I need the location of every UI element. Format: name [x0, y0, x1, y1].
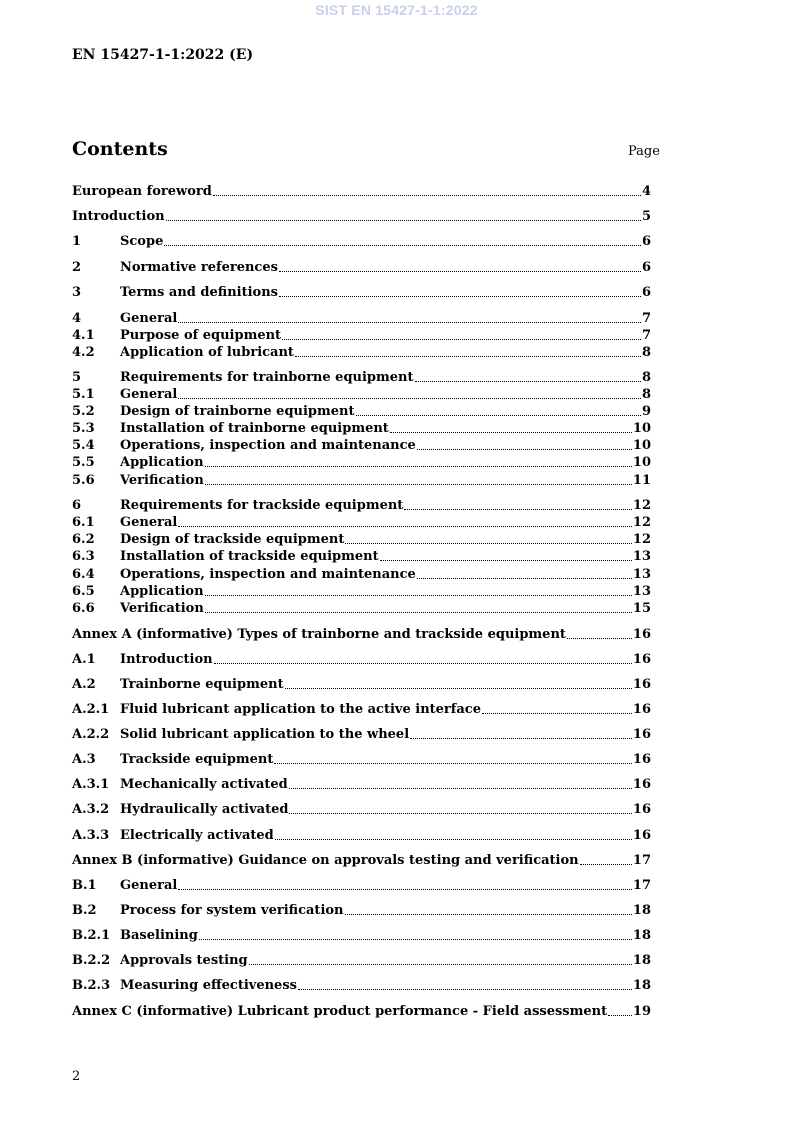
- toc-entry-page: 7: [641, 311, 651, 326]
- toc-entry-title: Mechanically activated: [120, 777, 288, 792]
- toc-entry-title: Measuring effectiveness: [120, 978, 297, 993]
- toc-entry[interactable]: [72, 207, 651, 224]
- toc-entry-title: Verification: [120, 473, 204, 488]
- toc-entry-page: 6: [641, 260, 651, 275]
- toc-entry[interactable]: [72, 700, 651, 717]
- toc-entry-number: 2: [72, 260, 82, 275]
- toc-entry-number: 4.1: [72, 328, 95, 343]
- toc-entry-page: 10: [632, 438, 651, 453]
- toc-entry-number: 6: [72, 498, 82, 513]
- toc-entry-page: 8: [641, 370, 651, 385]
- toc-dot-leader: [298, 989, 632, 990]
- toc-dot-leader: [415, 381, 641, 382]
- toc-entry[interactable]: [72, 309, 651, 326]
- toc-dot-leader: [166, 220, 641, 221]
- toc-entry[interactable]: [72, 851, 651, 868]
- toc-entry[interactable]: [72, 926, 651, 943]
- toc-entry-title: Application of lubricant: [120, 345, 294, 360]
- toc-entry-number: 5.5: [72, 455, 95, 470]
- toc-entry[interactable]: [72, 343, 651, 360]
- toc-entry-page: 18: [632, 903, 651, 918]
- toc-entry-number: 6.3: [72, 549, 95, 564]
- toc-dot-leader: [356, 415, 641, 416]
- toc-entry-title: Operations, inspection and maintenance: [120, 438, 416, 453]
- toc-entry-number: 5: [72, 370, 82, 385]
- toc-entry-page: 5: [641, 209, 651, 224]
- toc-dot-leader: [345, 914, 632, 915]
- toc-entry-page: 16: [632, 702, 651, 717]
- toc-entry-number: 5.6: [72, 473, 95, 488]
- toc-entry-page: 11: [632, 473, 651, 488]
- toc-entry-page: 4: [641, 184, 651, 199]
- toc-dot-leader: [249, 964, 632, 965]
- toc-entry[interactable]: [72, 901, 651, 918]
- toc-entry[interactable]: [72, 453, 651, 470]
- toc-entry-page: 13: [632, 567, 651, 582]
- toc-entry[interactable]: [72, 725, 651, 742]
- toc-entry[interactable]: [72, 326, 651, 343]
- toc-entry[interactable]: [72, 876, 651, 893]
- toc-entry-number: 6.5: [72, 584, 95, 599]
- toc-dot-leader: [279, 271, 641, 272]
- toc-entry[interactable]: [72, 826, 651, 843]
- toc-entry-title: Fluid lubricant application to the active interface: [120, 702, 481, 717]
- toc-entry-page: 12: [632, 498, 651, 513]
- toc-entry-number: A.1: [72, 652, 96, 667]
- toc-entry-title: General: [120, 311, 178, 326]
- toc-entry-number: 6.2: [72, 532, 95, 547]
- toc-entry-number: 1: [72, 234, 82, 249]
- toc-entry-page: 9: [641, 404, 651, 419]
- toc-entry-page: 18: [632, 978, 651, 993]
- toc-entry[interactable]: [72, 513, 651, 530]
- toc-entry-number: 3: [72, 285, 82, 300]
- toc-entry-title: Introduction: [120, 652, 213, 667]
- toc-dot-leader: [164, 245, 641, 246]
- toc-entry[interactable]: [72, 675, 651, 692]
- toc-entry[interactable]: [72, 1002, 651, 1019]
- toc-entry[interactable]: [72, 471, 651, 488]
- toc-dot-leader: [205, 595, 632, 596]
- toc-dot-leader: [199, 939, 632, 940]
- toc-entry-title: General: [120, 878, 178, 893]
- toc-dot-leader: [608, 1015, 632, 1016]
- toc-entry[interactable]: [72, 599, 651, 616]
- toc-entry[interactable]: [72, 582, 651, 599]
- toc-dot-leader: [410, 738, 632, 739]
- toc-entry-page: 12: [632, 515, 651, 530]
- toc-entry-title: Annex A (informative) Types of trainborne and trackside equipment: [72, 627, 566, 642]
- toc-entry-number: 5.1: [72, 387, 95, 402]
- toc-entry-title: Trackside equipment: [120, 752, 274, 767]
- toc-entry-title: Annex B (informative) Guidance on approvals testing and verification: [72, 853, 579, 868]
- toc-entry[interactable]: [72, 283, 651, 300]
- toc-entry-page: 16: [632, 802, 651, 817]
- toc-entry-page: 16: [632, 777, 651, 792]
- toc-entry-page: 13: [632, 584, 651, 599]
- toc-entry-page: 16: [632, 828, 651, 843]
- toc-entry-number: 6.4: [72, 567, 95, 582]
- toc-dot-leader: [482, 713, 632, 714]
- toc-entry-title: Verification: [120, 601, 204, 616]
- toc-entry-title: Installation of trainborne equipment: [120, 421, 389, 436]
- toc-entry[interactable]: [72, 547, 651, 564]
- toc-entry-title: Requirements for trainborne equipment: [120, 370, 414, 385]
- toc-entry[interactable]: [72, 625, 651, 642]
- toc-entry-title: General: [120, 387, 178, 402]
- toc-entry-title: Scope: [120, 234, 164, 249]
- toc-dot-leader: [282, 339, 641, 340]
- toc-entry-number: A.2.1: [72, 702, 110, 717]
- toc-dot-leader: [289, 813, 631, 814]
- toc-entry[interactable]: [72, 496, 651, 513]
- toc-entry-number: A.3.3: [72, 828, 110, 843]
- toc-dot-leader: [178, 398, 641, 399]
- toc-dot-leader: [178, 889, 632, 890]
- toc-entry-number: 5.4: [72, 438, 95, 453]
- toc-dot-leader: [417, 578, 632, 579]
- toc-entry-title: Hydraulically activated: [120, 802, 289, 817]
- toc-dot-leader: [178, 526, 632, 527]
- toc-entry-title: Design of trackside equipment: [120, 532, 345, 547]
- toc-entry-number: 6.1: [72, 515, 95, 530]
- toc-entry-title: Normative references: [120, 260, 278, 275]
- toc-entry-page: 8: [641, 345, 651, 360]
- toc-entry-page: 16: [632, 752, 651, 767]
- toc-entry-page: 7: [641, 328, 651, 343]
- toc-dot-leader: [390, 432, 632, 433]
- toc-entry[interactable]: [72, 385, 651, 402]
- toc-entry-title: Terms and definitions: [120, 285, 278, 300]
- toc-dot-leader: [178, 322, 641, 323]
- toc-dot-leader: [380, 560, 632, 561]
- toc-entry-title: European foreword: [72, 184, 212, 199]
- toc-entry-number: B.2.3: [72, 978, 111, 993]
- toc-entry-number: A.3.1: [72, 777, 110, 792]
- contents-title: Contents: [72, 138, 168, 160]
- toc-entry-page: 16: [632, 727, 651, 742]
- toc-entry[interactable]: [72, 368, 651, 385]
- document-id: EN 15427-1-1:2022 (E): [72, 47, 254, 63]
- toc-entry-title: Operations, inspection and maintenance: [120, 567, 416, 582]
- toc-entry[interactable]: [72, 951, 651, 968]
- toc-entry-title: Solid lubricant application to the wheel: [120, 727, 410, 742]
- toc-dot-leader: [285, 688, 632, 689]
- toc-entry-title: Process for system verification: [120, 903, 344, 918]
- toc-entry[interactable]: [72, 775, 651, 792]
- toc-dot-leader: [275, 839, 632, 840]
- toc-entry-title: Baselining: [120, 928, 198, 943]
- toc-dot-leader: [295, 356, 641, 357]
- toc-entry-title: Installation of trackside equipment: [120, 549, 379, 564]
- toc-entry-title: Application: [120, 455, 204, 470]
- toc-dot-leader: [274, 763, 632, 764]
- toc-entry-page: 16: [632, 677, 651, 692]
- toc-entry[interactable]: [72, 258, 651, 275]
- watermark: SIST EN 15427-1-1:2022: [315, 2, 478, 18]
- toc-entry-number: 4.2: [72, 345, 95, 360]
- toc-entry-number: A.3.2: [72, 802, 110, 817]
- toc-dot-leader: [417, 449, 632, 450]
- toc-entry[interactable]: [72, 565, 651, 582]
- toc-entry-page: 13: [632, 549, 651, 564]
- toc-entry-title: General: [120, 515, 178, 530]
- toc-entry[interactable]: [72, 750, 651, 767]
- toc-entry-page: 10: [632, 455, 651, 470]
- toc-entry-page: 19: [632, 1004, 651, 1019]
- toc-entry[interactable]: [72, 402, 651, 419]
- toc-entry-number: A.2: [72, 677, 96, 692]
- toc-entry[interactable]: [72, 419, 651, 436]
- page-number: 2: [72, 1069, 81, 1084]
- toc-entry-page: 17: [632, 878, 651, 893]
- toc-entry[interactable]: [72, 436, 651, 453]
- toc-entry-number: 6.6: [72, 601, 95, 616]
- toc-entry-number: 4: [72, 311, 82, 326]
- toc-entry-page: 18: [632, 928, 651, 943]
- toc-entry-title: Application: [120, 584, 204, 599]
- toc-dot-leader: [279, 296, 641, 297]
- toc-entry-title: Approvals testing: [120, 953, 248, 968]
- toc-entry-number: B.2.2: [72, 953, 111, 968]
- toc-dot-leader: [580, 864, 632, 865]
- toc-entry-title: Trainborne equipment: [120, 677, 284, 692]
- toc-entry-page: 8: [641, 387, 651, 402]
- toc-entry-page: 17: [632, 853, 651, 868]
- toc-dot-leader: [205, 484, 632, 485]
- toc-entry-page: 18: [632, 953, 651, 968]
- toc-dot-leader: [213, 195, 641, 196]
- toc-entry-number: B.1: [72, 878, 97, 893]
- toc-entry-page: 6: [641, 285, 651, 300]
- toc-entry-title: Purpose of equipment: [120, 328, 282, 343]
- toc-entry-title: Electrically activated: [120, 828, 274, 843]
- toc-entry-page: 10: [632, 421, 651, 436]
- toc-entry-title: Annex C (informative) Lubricant product performance - Field assessment: [72, 1004, 608, 1019]
- toc-dot-leader: [345, 543, 632, 544]
- toc-entry-title: Introduction: [72, 209, 165, 224]
- page-column-label: Page: [628, 144, 660, 159]
- toc-entry-number: A.3: [72, 752, 96, 767]
- toc-entry[interactable]: [72, 530, 651, 547]
- toc-entry-number: A.2.2: [72, 727, 110, 742]
- toc-entry-page: 16: [632, 652, 651, 667]
- toc-entry-page: 15: [632, 601, 651, 616]
- toc-dot-leader: [205, 466, 632, 467]
- toc-entry[interactable]: [72, 976, 651, 993]
- toc-entry-number: B.2: [72, 903, 97, 918]
- toc-dot-leader: [404, 509, 632, 510]
- toc-entry-page: 12: [632, 532, 651, 547]
- toc-dot-leader: [567, 638, 632, 639]
- toc-entry[interactable]: [72, 182, 651, 199]
- toc-entry-title: Requirements for trackside equipment: [120, 498, 404, 513]
- toc-entry-number: B.2.1: [72, 928, 111, 943]
- toc-entry-page: 6: [641, 234, 651, 249]
- toc-entry-title: Design of trainborne equipment: [120, 404, 355, 419]
- toc-entry-number: 5.2: [72, 404, 95, 419]
- toc-dot-leader: [205, 612, 632, 613]
- toc-entry[interactable]: [72, 800, 651, 817]
- toc-entry-number: 5.3: [72, 421, 95, 436]
- toc-dot-leader: [289, 788, 632, 789]
- toc-entry-page: 16: [632, 627, 651, 642]
- toc-entry[interactable]: [72, 232, 651, 249]
- toc-dot-leader: [214, 663, 632, 664]
- toc-entry[interactable]: [72, 650, 651, 667]
